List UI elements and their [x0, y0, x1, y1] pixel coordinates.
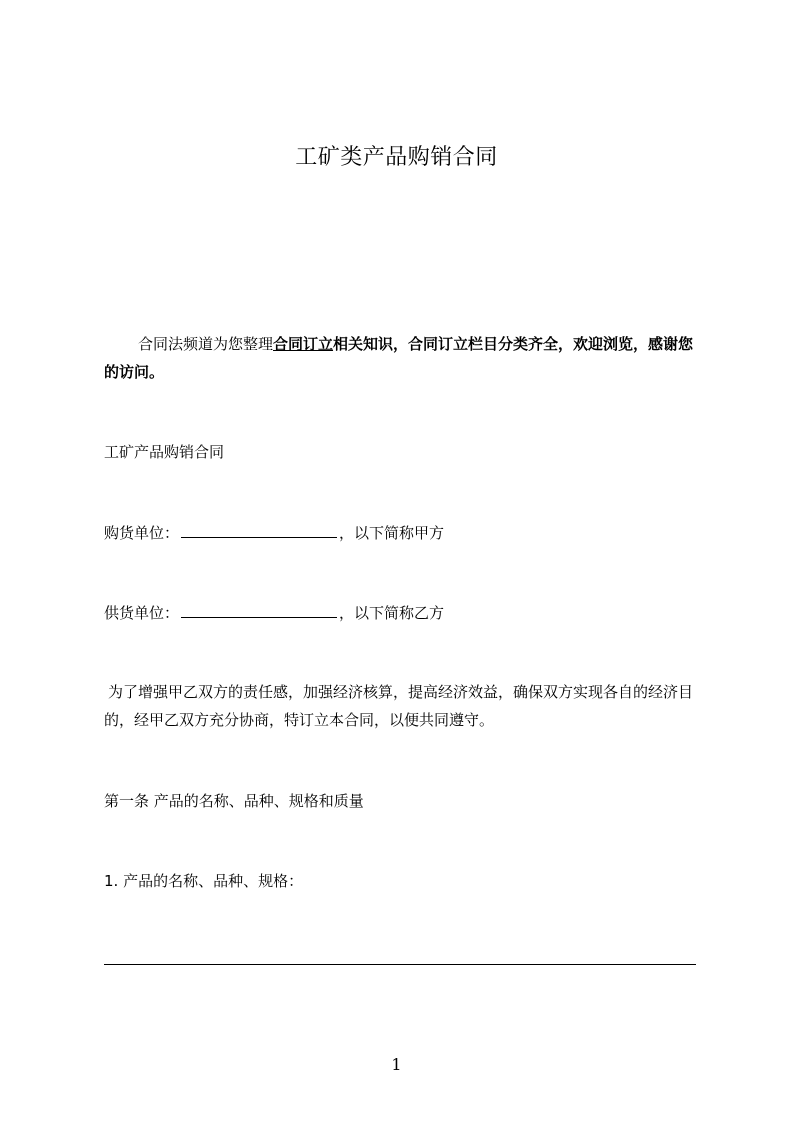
buyer-blank-field	[181, 523, 337, 538]
purpose-paragraph: 为了增强甲乙双方的责任感，加强经济核算，提高经济效益，确保双方实现各自的经济目的，经甲乙双方充分协商，特订立本合同，以便共同遵守。	[104, 683, 694, 729]
seller-line	[104, 602, 444, 623]
buyer-label: 购货单位：	[104, 524, 180, 542]
fill-in-rule	[104, 964, 696, 965]
buyer-suffix: ，以下简称甲方	[339, 524, 445, 542]
seller-suffix: ，以下简称乙方	[339, 604, 445, 622]
item-1-product-spec: 1. 产品的名称、品种、规格：	[104, 872, 304, 890]
intro-prefix: 合同法频道为您整理	[138, 335, 274, 353]
contract-subtitle: 工矿产品购销合同	[104, 443, 225, 461]
article-1-heading: 第一条 产品的名称、品种、规格和质量	[104, 792, 364, 810]
page-number: 1	[391, 1055, 402, 1074]
seller-blank-field	[181, 603, 337, 618]
intro-suffix: 相关知识，合同订立栏目分类齐全，欢迎浏览，感谢您的访问。	[104, 335, 694, 381]
page-title: 工矿类产品购销合同	[295, 145, 498, 170]
seller-label: 供货单位：	[104, 604, 180, 622]
buyer-line	[104, 522, 444, 543]
intro-paragraph	[104, 330, 704, 386]
intro-link-contract-signing[interactable]: 合同订立	[273, 335, 334, 353]
